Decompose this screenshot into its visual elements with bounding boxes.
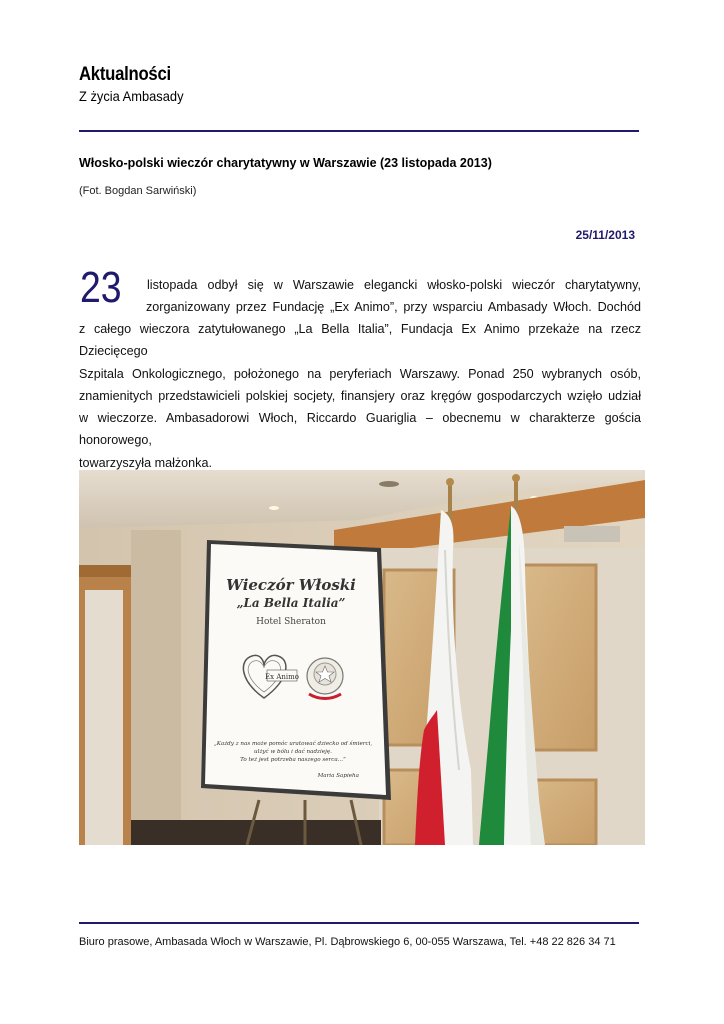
page-subtitle: Z życia Ambasady <box>79 88 184 104</box>
poster-quote-line-1: „Każdy z nas może pomóc uratować dziecko od śmierci, <box>213 741 373 747</box>
article-body <box>79 318 641 474</box>
article-line-2: zorganizowany przez Fundację „Ex Animo”, przy wsparciu Ambasady Włoch. Dochód <box>146 300 641 314</box>
poster-subtitle: „La Bella Italia” <box>236 596 346 610</box>
event-photo <box>79 470 645 845</box>
article-title: Włosko-polski wieczór charytatywny w Warszawie (23 listopada 2013) <box>79 156 492 170</box>
article-line-3: z całego wieczora zatytułowanego „La Bella Italia”, Fundacja Ex Animo przekaże na rzecz Dziecięcego <box>79 322 641 359</box>
article-date: 25/11/2013 <box>575 228 635 242</box>
article-line-1: listopada odbył się w Warszawie elegancki włosko-polski wieczór charytatywny, <box>147 278 641 292</box>
article-line-5: znamienitych przedstawicieli polskiej socjety, finansjery oraz kręgów gospodarczych wzięło udział <box>79 388 641 403</box>
page-title: Aktualności <box>79 64 171 85</box>
poster-quote-line-2: ulżyć w bólu i dać nadzieję. <box>254 749 332 755</box>
poster-author: Maria Sapieha <box>317 773 359 779</box>
header-divider <box>79 130 639 132</box>
poster-title: Wieczór Włoski <box>226 576 356 594</box>
article-line-6: w wieczorze. Ambasadorowi Włoch, Riccardo Guariglia – obecnemu w charakterze gościa honorowego, <box>79 411 641 448</box>
photo-credit: (Fot. Bogdan Sarwiński) <box>79 185 197 197</box>
article-line-4: Szpitala Onkologicznego, położonego na peryferiach Warszawy. Ponad 250 wybranych osób, <box>79 366 641 381</box>
footer-divider <box>79 922 639 924</box>
article-line-7: towarzyszyła małżonka. <box>79 455 212 470</box>
poster-logo-text: Ex Animo <box>265 673 299 681</box>
poster-venue: Hotel Sheraton <box>256 617 326 627</box>
drop-cap: 23 <box>80 263 122 312</box>
poster-quote-line-3: To też jest potrzeba naszego serca...” <box>240 757 346 763</box>
footer-contact: Biuro prasowe, Ambasada Włoch w Warszawie, Pl. Dąbrowskiego 6, 00-055 Warszawa, Tel. +48 22 826 34 71 <box>79 936 616 948</box>
